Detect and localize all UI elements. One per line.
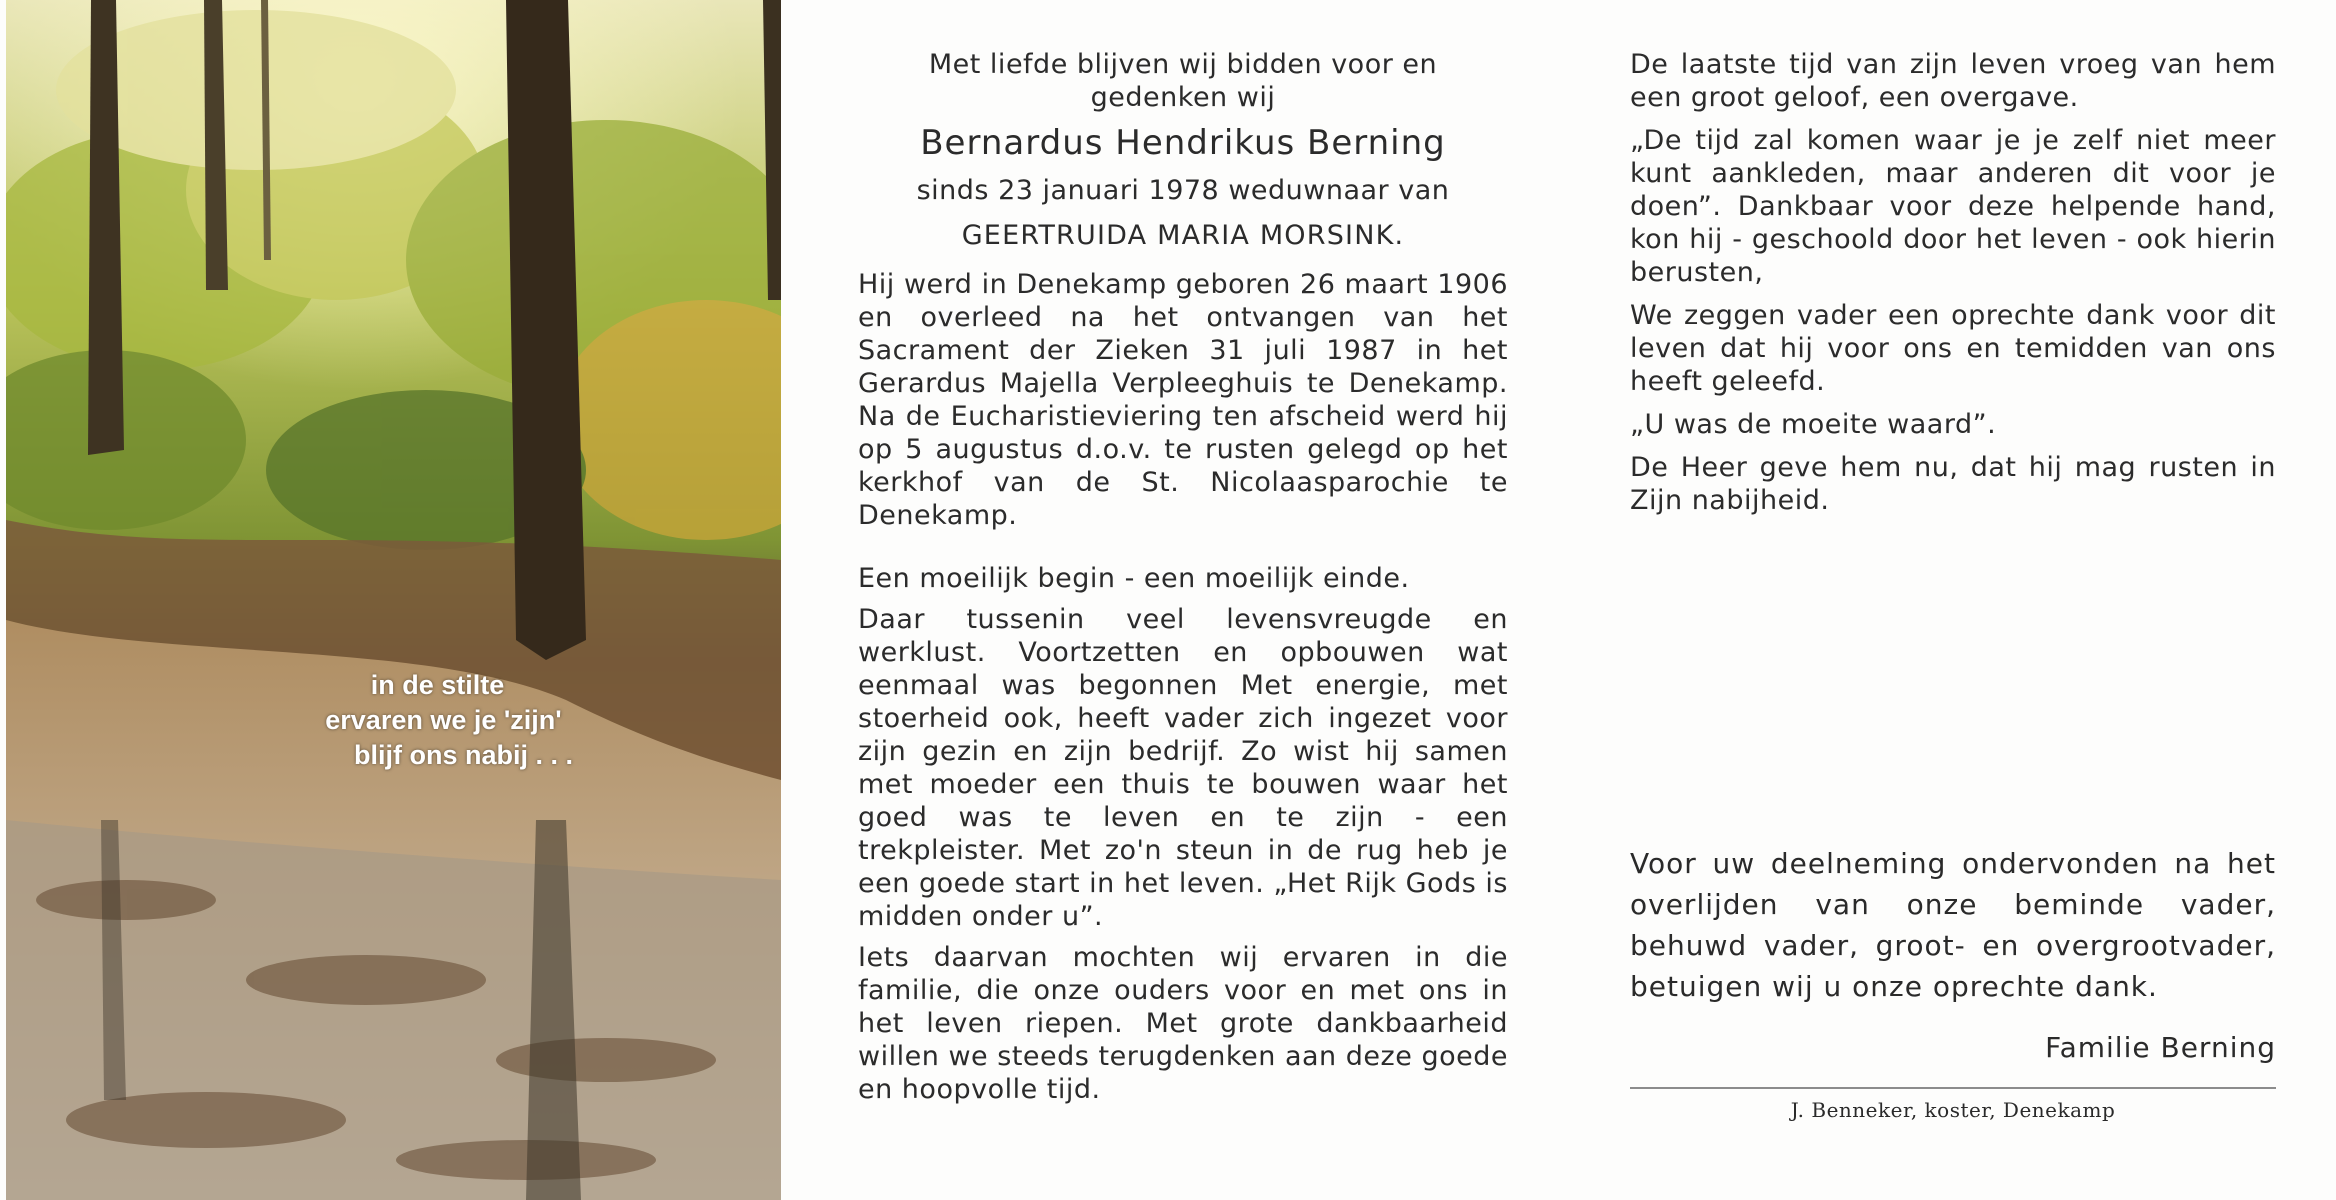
intro-line-1: Met liefde blijven wij bidden voor en bbox=[928, 49, 1438, 80]
paragraph-life: Daar tussenin veel levensvreugde en werklust. Voortzetten en opbouwen wat eenmaal was begonnen Met energie, met stoerheid ook, heeft vader zich ingezet voor zijn gezin en zijn bedrijf. Zo wist hij samen met moeder een thuis te bouwen waar het goed was te leven en te zijn - een trekpleister. Met zo'n steun in de rug heb je een goede start in het leven. „Het Rijk Gods is midden onder u”. bbox=[858, 604, 1508, 932]
middle-column bbox=[858, 48, 1508, 1106]
caption-line-1: in de stilte bbox=[370, 670, 505, 700]
printer-credit: J. Benneker, koster, Denekamp bbox=[1790, 1098, 2116, 1122]
paragraph-begin-end: Een moeilijk begin - een moeilijk einde. bbox=[858, 563, 1410, 594]
intro-line-2: gedenken wij bbox=[1090, 82, 1276, 113]
family-signature: Familie Berning bbox=[2045, 1031, 2276, 1064]
biography-paragraph: Hij werd in Denekamp geboren 26 maart 1906 en overleed na het ontvangen van het Sacrament der Zieken 31 juli 1987 in het Gerardus Majella Verpleeghuis te Denekamp. Na de Eucharistieviering ten afscheid werd hij op 5 augustus d.o.v. te rusten gelegd op het kerkhof van de St. Nicolaasparochie te Denekamp. bbox=[858, 269, 1508, 531]
paragraph-worth-it: „U was de moeite waard”. bbox=[1630, 409, 1997, 440]
deceased-name: Bernardus Hendrikus Berning bbox=[920, 123, 1446, 163]
thanks-paragraph: Voor uw deelneming ondervonden na het overlijden van onze beminde vader, behuwd vader, groot- en overgrootvader, betuigen wij u onze oprechte dank. bbox=[1630, 847, 2276, 1003]
forest-illustration bbox=[6, 0, 781, 1200]
paragraph-family: Iets daarvan mochten wij ervaren in die familie, die onze ouders voor en met ons in het leven riepen. Met grote dankbaarheid willen we steeds terugdenken aan deze goede en hoopvolle tijd. bbox=[858, 942, 1508, 1105]
spouse-name: GEERTRUIDA MARIA MORSINK. bbox=[961, 220, 1405, 251]
caption-line-2: ervaren we je 'zijn' bbox=[325, 705, 562, 735]
paragraph-last-time: De laatste tijd van zijn leven vroeg van hem een groot geloof, een overgave. bbox=[1630, 49, 2276, 113]
photo-caption bbox=[6, 668, 781, 773]
right-column bbox=[1630, 48, 2276, 527]
forest-photo bbox=[6, 0, 781, 1200]
divider-line bbox=[1630, 1087, 2276, 1089]
paragraph-prayer: De Heer geve hem nu, dat hij mag rusten in Zijn nabijheid. bbox=[1630, 452, 2276, 516]
paragraph-quote-time: „De tijd zal komen waar je je zelf niet meer kunt aankleden, maar anderen dit voor je doen”. Dankbaar voor deze helpende hand, kon hij - geschoold door het leven - ook hierin berusten, bbox=[1630, 125, 2276, 288]
widower-since: sinds 23 januari 1978 weduwnaar van bbox=[916, 175, 1450, 206]
caption-line-3: blijf ons nabij . . . bbox=[353, 740, 573, 770]
paragraph-gratitude: We zeggen vader een oprechte dank voor dit leven dat hij voor ons en temidden van ons heeft geleefd. bbox=[1630, 300, 2276, 397]
